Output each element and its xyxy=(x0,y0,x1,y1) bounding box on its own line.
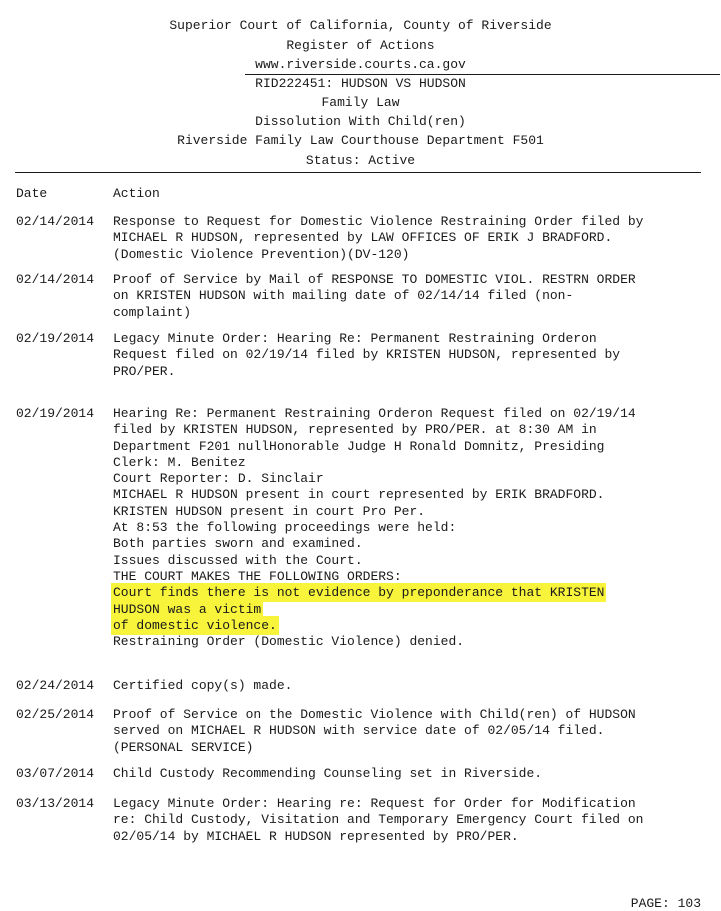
action-line: served on MICHAEL R HUDSON with service date of 02/05/14 filed. xyxy=(113,723,605,739)
court-name: Superior Court of California, County of Riverside xyxy=(169,18,552,33)
action-line: Proof of Service on the Domestic Violence with Child(ren) of HUDSON xyxy=(113,707,636,722)
entry-action xyxy=(113,214,713,263)
action-line: re: Child Custody, Visitation and Temporary Emergency Court filed on xyxy=(113,812,644,828)
action-line: Certified copy(s) made. xyxy=(113,678,293,693)
action-line: (Domestic Violence Prevention)(DV-120) xyxy=(113,246,410,262)
action-line: Court Reporter: D. Sinclair xyxy=(113,471,324,487)
action-line: complaint) xyxy=(113,304,192,320)
action-line: Proof of Service by Mail of RESPONSE TO DOMESTIC VIOL. RESTRN ORDER xyxy=(113,272,636,287)
case-type: Family Law xyxy=(321,95,400,110)
date-column-heading: Date xyxy=(16,186,48,201)
court-website: www.riverside.courts.ca.gov xyxy=(255,57,466,72)
case-subtype: Dissolution With Child(ren) xyxy=(255,114,466,129)
entry-date: 03/13/2014 xyxy=(16,796,95,811)
action-line-highlighted xyxy=(113,618,713,634)
action-line: Clerk: M. Benitez xyxy=(113,454,246,470)
case-status: Status: Active xyxy=(305,153,416,168)
highlighted-text: HUDSON was a victim xyxy=(113,601,262,617)
entry-action xyxy=(113,272,713,321)
entry-date: 02/19/2014 xyxy=(16,331,95,346)
action-line: Both parties sworn and examined. xyxy=(113,536,363,552)
action-line: (PERSONAL SERVICE) xyxy=(113,739,254,755)
action-line: on KRISTEN HUDSON with mailing date of 02/14/14 filed (non- xyxy=(113,288,574,304)
entry-date: 03/07/2014 xyxy=(16,766,95,781)
entry-action xyxy=(113,406,713,650)
entry-date: 02/24/2014 xyxy=(16,678,95,693)
case-id: RID222451: HUDSON VS HUDSON xyxy=(255,76,466,91)
entry-date: 02/14/2014 xyxy=(16,272,95,287)
action-line: Legacy Minute Order: Hearing re: Request for Order for Modification xyxy=(113,796,636,811)
case-location: Riverside Family Law Courthouse Department F501 xyxy=(177,133,544,148)
highlighted-text: of domestic violence. xyxy=(113,617,277,633)
action-line: Legacy Minute Order: Hearing Re: Permanent Restraining Orderon xyxy=(113,331,597,346)
entry-date: 02/14/2014 xyxy=(16,214,95,229)
action-line: Request filed on 02/19/14 filed by KRISTEN HUDSON, represented by xyxy=(113,347,621,363)
entry-date: 02/25/2014 xyxy=(16,707,95,722)
action-line: MICHAEL R HUDSON, represented by LAW OFFICES OF ERIK J BRADFORD. xyxy=(113,230,613,246)
entry-date: 02/19/2014 xyxy=(16,406,95,421)
action-line: filed by KRISTEN HUDSON, represented by PRO/PER. at 8:30 AM in xyxy=(113,422,597,438)
section-divider xyxy=(15,172,701,173)
action-line: At 8:53 the following proceedings were held: xyxy=(113,520,457,536)
action-line: MICHAEL R HUDSON present in court represented by ERIK BRADFORD. xyxy=(113,487,605,503)
action-line: Response to Request for Domestic Violence Restraining Order filed by xyxy=(113,214,644,229)
page-number: PAGE: 103 xyxy=(630,896,701,911)
entry-action xyxy=(113,678,713,694)
highlighted-text: Court finds there is not evidence by preponderance that KRISTEN xyxy=(113,585,605,601)
action-line: Hearing Re: Permanent Restraining Orderon Request filed on 02/19/14 xyxy=(113,406,636,421)
entry-action xyxy=(113,796,713,845)
action-line: Restraining Order (Domestic Violence) denied. xyxy=(113,634,465,650)
entry-action xyxy=(113,707,713,756)
document-title: Register of Actions xyxy=(286,38,435,53)
action-line: PRO/PER. xyxy=(113,363,176,379)
action-line: 02/05/14 by MICHAEL R HUDSON represented by PRO/PER. xyxy=(113,828,519,844)
action-line: Department F201 nullHonorable Judge H Ronald Domnitz, Presiding xyxy=(113,438,605,454)
action-line-highlighted xyxy=(113,602,713,618)
action-line: KRISTEN HUDSON present in court Pro Per. xyxy=(113,503,426,519)
entry-action xyxy=(113,331,713,380)
entry-action xyxy=(113,766,713,782)
action-column-heading: Action xyxy=(113,186,160,201)
action-line-highlighted xyxy=(113,585,713,601)
action-line: THE COURT MAKES THE FOLLOWING ORDERS: xyxy=(113,568,402,584)
action-line: Child Custody Recommending Counseling set in Riverside. xyxy=(113,766,543,781)
action-line: Issues discussed with the Court. xyxy=(113,552,363,568)
